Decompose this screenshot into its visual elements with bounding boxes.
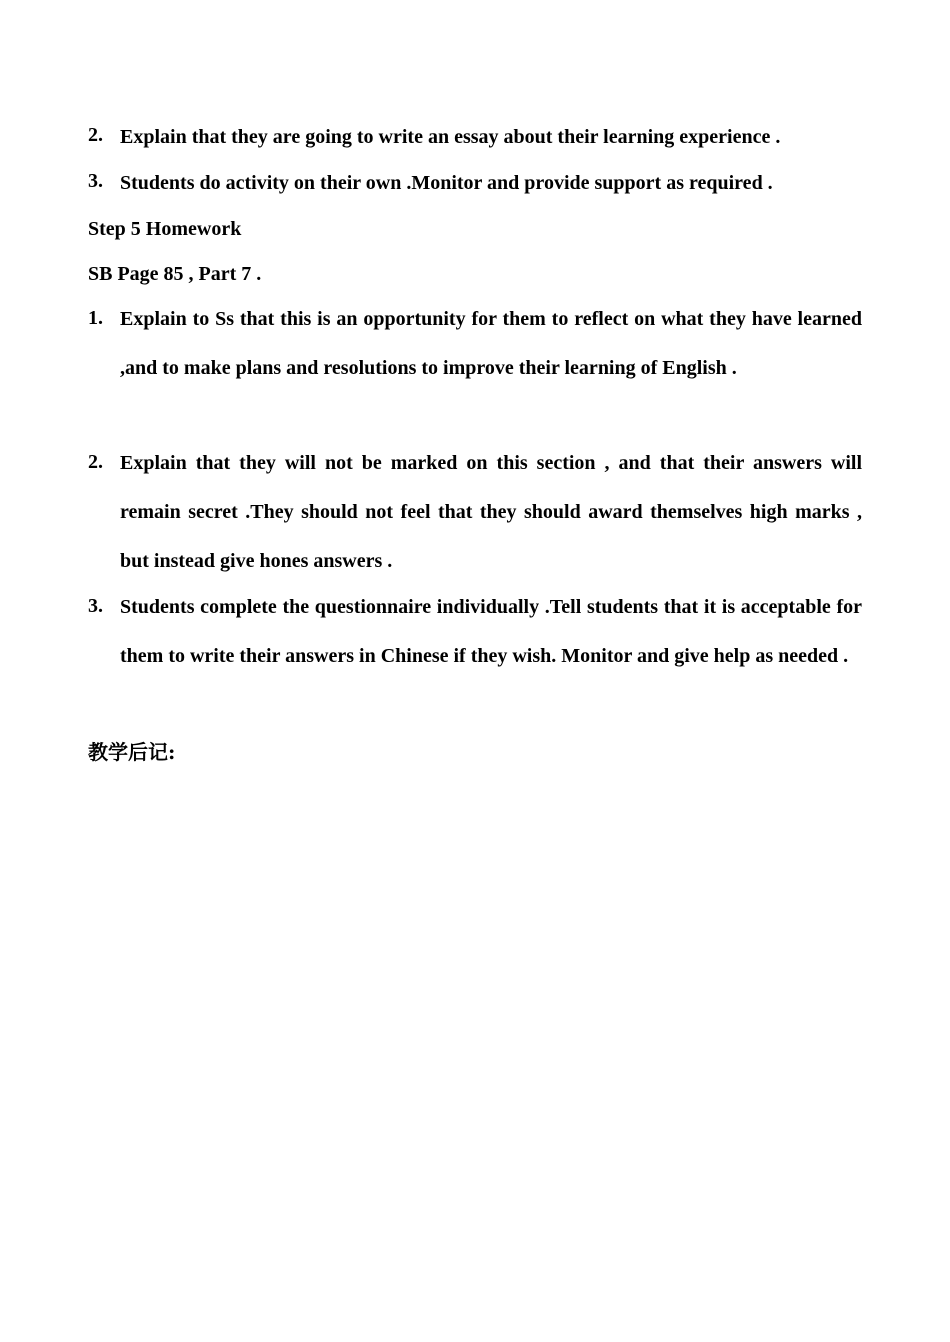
list-number: 2. xyxy=(88,124,103,146)
list-text: Explain that they will not be marked on this section , and that their answers will remain secret .They should not feel that they should award themselves high marks , but instead give hones answers . xyxy=(120,452,862,572)
list-number: 1. xyxy=(88,307,103,329)
afterword-label: 教学后记: xyxy=(88,740,176,764)
homework-reference: SB Page 85 , Part 7 . xyxy=(88,263,262,285)
list-number: 3. xyxy=(88,170,103,192)
list-text: Explain that they are going to write an essay about their learning experience . xyxy=(120,126,781,148)
step-heading: Step 5 Homework xyxy=(88,218,242,240)
list-number: 2. xyxy=(88,451,103,473)
list-text: Students complete the questionnaire individually .Tell students that it is acceptable for them to write their answers in Chinese if they wish. Monitor and give help as needed . xyxy=(120,596,862,667)
list-text: Students do activity on their own .Monitor and provide support as required . xyxy=(120,172,773,194)
list-number: 3. xyxy=(88,595,103,617)
list-text: Explain to Ss that this is an opportunity for them to reflect on what they have learned ,and to make plans and resolutions to improve their learning of English . xyxy=(120,308,862,379)
